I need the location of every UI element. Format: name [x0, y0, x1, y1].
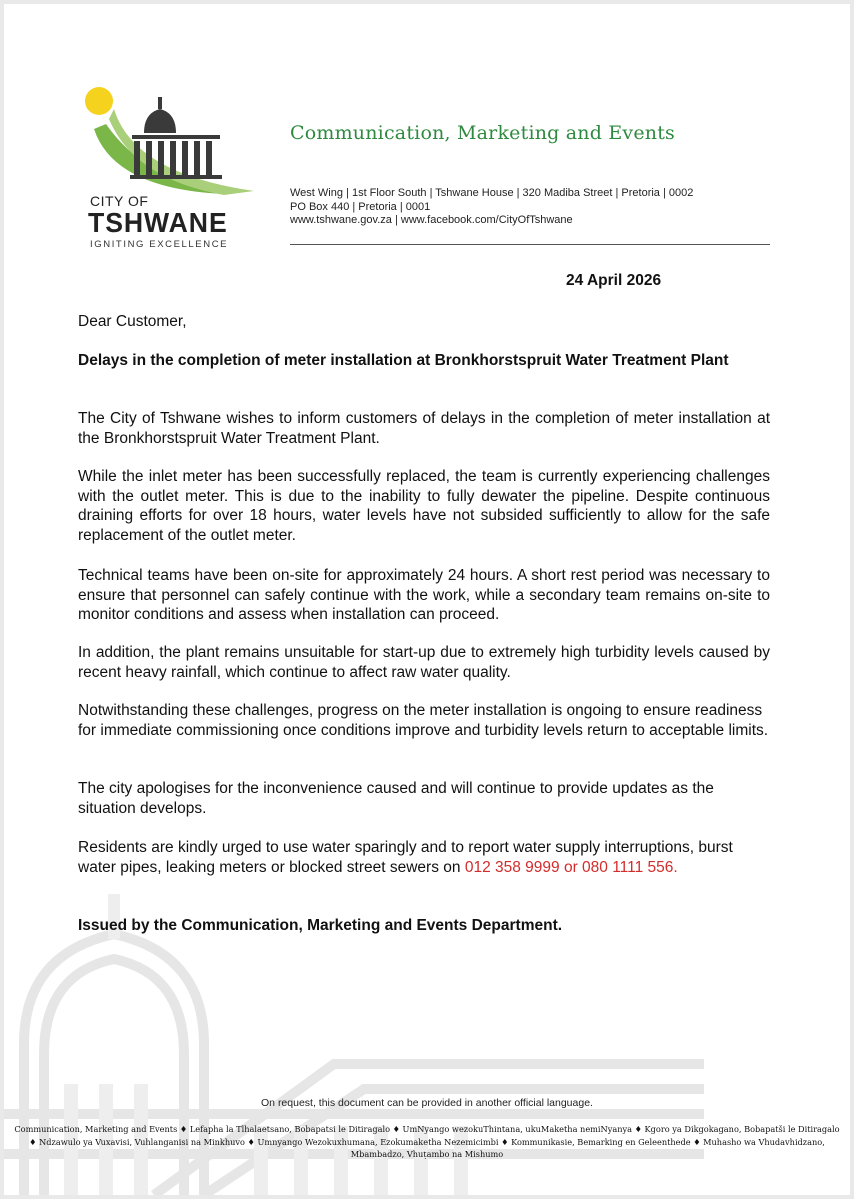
paragraph-4: In addition, the plant remains unsuitable for start-up due to extremely high turbidity levels caused by recent heavy rainfall, which continue to affect raw water quality. [78, 644, 770, 681]
address-line-2: PO Box 440 | Pretoria | 0001 [290, 201, 431, 213]
department-title: Communication, Marketing and Events [290, 122, 676, 144]
paragraph-6: The city apologises for the inconvenience caused and will continue to provide updates as the situation develops. [78, 780, 714, 817]
paragraph-3: Technical teams have been on-site for approximately 24 hours. A short rest period was necessary to ensure that personnel can safely continue with the work, while a secondary team remains on-site to monitor conditions and assess when installation can proceed. [78, 567, 770, 623]
address-line-3: www.tshwane.gov.za | www.facebook.com/CityOfTshwane [290, 214, 573, 226]
salutation: Dear Customer, [78, 313, 187, 330]
logo-city-of: CITY OF [90, 193, 149, 209]
footer-department-names: Communication, Marketing and Events ♦ Lefapha la Tlhalaetsano, Bobapatsi le Ditiragalo ♦ UmNyango wezokuThintana, ukuMaketha nemiNyanya ♦ Kgoro ya Dikgokagano, Bobapatši le Ditiragalo ♦ Ndzawulo ya Vuxavisi, Vuhlanganisi na Minkhuvo ♦ Umnyango Wezokuxhumana, Ezokumaketha Nezemicimbi ♦ Kommunikasie, Bemarking en Geleenthede ♦ Muhasho wa Vhudavhidzano, Mbambadzo, Vhuṭambo na Mishumo [14, 1124, 840, 1159]
footer-language-note: On request, this document can be provided in another official language. [261, 1097, 593, 1109]
closing-statement: Issued by the Communication, Marketing and Events Department. [78, 917, 563, 934]
paragraph-5: Notwithstanding these challenges, progress on the meter installation is ongoing to ensure readiness for immediate commissioning once conditions improve and turbidity levels return to acceptable limits. [78, 702, 769, 739]
logo-emblem [74, 79, 274, 199]
logo-name: TSHWANE [88, 207, 228, 238]
subject-heading: Delays in the completion of meter installation at Bronkhorstspruit Water Treatment Plant [78, 352, 729, 369]
city-of-tshwane-logo [74, 79, 274, 259]
paragraph-1: The City of Tshwane wishes to inform customers of delays in the completion of meter installation at the Bronkhorstspruit Water Treatment Plant. [78, 410, 770, 447]
paragraph-2: While the inlet meter has been successfully replaced, the team is currently experiencing challenges with the outlet meter. This is due to the inability to fully dewater the pipeline. Despite continuous draining efforts for over 18 hours, water levels have not subsided sufficiently to allow for the safe replacement of the outlet meter. [78, 468, 770, 544]
address-line-1: West Wing | 1st Floor South | Tshwane House | 320 Madiba Street | Pretoria | 0002 [290, 187, 694, 199]
paragraph-7 [78, 838, 770, 877]
paragraph-7-text: Residents are kindly urged to use water sparingly and to report water supply interruptions, burst water pipes, leaking meters or blocked street sewers on [78, 839, 733, 876]
header-divider [290, 244, 770, 245]
logo-tagline: IGNITING EXCELLENCE [90, 239, 229, 250]
contact-phone-numbers: 012 358 9999 or 080 1111 556. [464, 858, 678, 876]
letter-date: 24 April 2026 [566, 272, 662, 289]
letter-page [4, 4, 850, 1195]
